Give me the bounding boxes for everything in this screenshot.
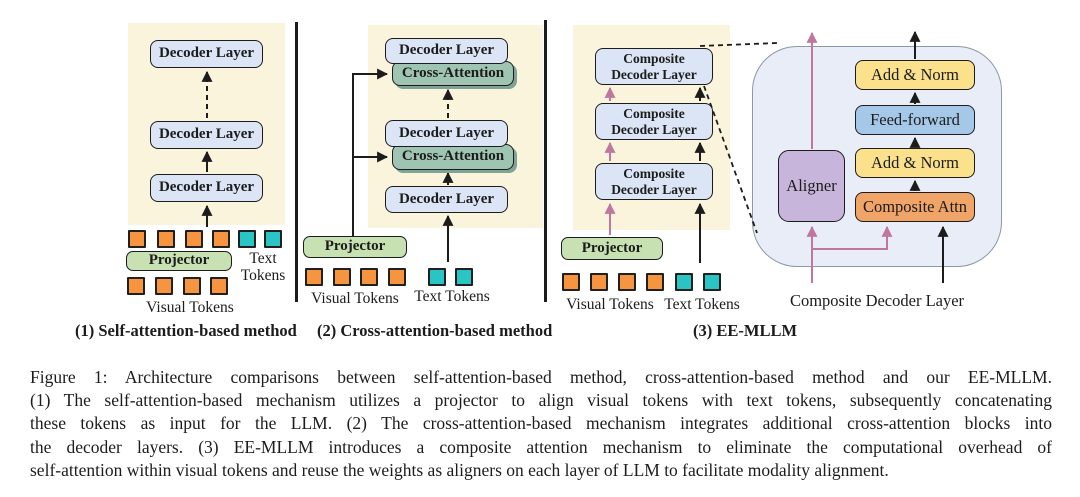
p3-text-tokens-label: Text Tokens (664, 296, 740, 313)
aligner-label: Aligner (786, 176, 837, 195)
p3-composite-decoder-layer-3: Composite Decoder Layer (595, 48, 713, 85)
p2-decoder-layer-3 (385, 38, 508, 64)
p2-text-tokens-label: Text Tokens (414, 288, 490, 305)
panel2-caption: (2) Cross-attention-based method (317, 321, 553, 340)
panel1-caption: (1) Self-attention-based method (75, 321, 297, 340)
p2-cross-attention-1-label: Cross-Attention (401, 148, 505, 165)
composite-attn-block: Composite Attn (855, 192, 975, 222)
composite-decoder-layer-caption: Composite Decoder Layer (789, 291, 965, 310)
p2-decoder-layer-1-label: Decoder Layer (398, 190, 495, 207)
p2-decoder-layer-2 (385, 120, 508, 147)
p3-composite-decoder-layer-2: Composite Decoder Layer (595, 103, 713, 140)
p2-cross-attention-2 (392, 61, 514, 86)
figure-caption-line: these tokens as input for the LLM. (2) The cross-attention-based mechanism integrates additional cross-attention blocks into (30, 413, 1052, 434)
p1-decoder-layer-1-label: Decoder Layer (158, 179, 255, 196)
p1-decoder-layer-3-label: Decoder Layer (158, 45, 255, 62)
p2-cross-attention-2-label: Cross-Attention (401, 64, 505, 81)
p2-decoder-layer-2-label: Decoder Layer (398, 124, 495, 141)
figure-caption-line: Figure 1: Architecture comparisons between self-attention-based method, cross-attention-based method and our EE-MLLM. (30, 367, 1052, 387)
p3-projector-label: Projector (581, 239, 643, 256)
p2-decoder-layer-3-label: Decoder Layer (398, 42, 495, 59)
figure-caption-line: (1) The self-attention-based mechanism utilizes a projector to align visual tokens with text tokens, subsequently concatenating (30, 390, 1052, 411)
p1-decoder-layer-2-label: Decoder Layer (158, 126, 255, 143)
aligner-block (778, 150, 845, 222)
add-norm-block: Add & Norm (855, 148, 975, 178)
panel3-caption: (3) EE-MLLM (693, 321, 798, 340)
p1-text-tokens-label: Text Tokens (240, 250, 286, 284)
p3-visual-tokens-label: Visual Tokens (566, 296, 654, 313)
p1-visual-tokens-label: Visual Tokens (146, 299, 234, 316)
p2-projector-label: Projector (324, 238, 386, 255)
figure-caption (30, 366, 1052, 482)
p2-visual-tokens-label: Visual Tokens (311, 290, 399, 307)
add-norm-top-block: Add & Norm (855, 60, 975, 90)
p1-projector-label: Projector (148, 252, 210, 269)
figure-caption-line: the decoder layers. (3) EE-MLLM introduces a composite attention mechanism to eliminate the computational overhead of (30, 436, 1052, 457)
p3-composite-decoder-layer-1: Composite Decoder Layer (595, 163, 713, 200)
feed-forward-block: Feed-forward (855, 105, 975, 135)
p2-cross-attention-1 (392, 144, 514, 170)
figure-caption-line: self-attention within visual tokens and reuse the weights as aligners on each layer of LLM to facilitate modality alignment. (30, 459, 889, 480)
